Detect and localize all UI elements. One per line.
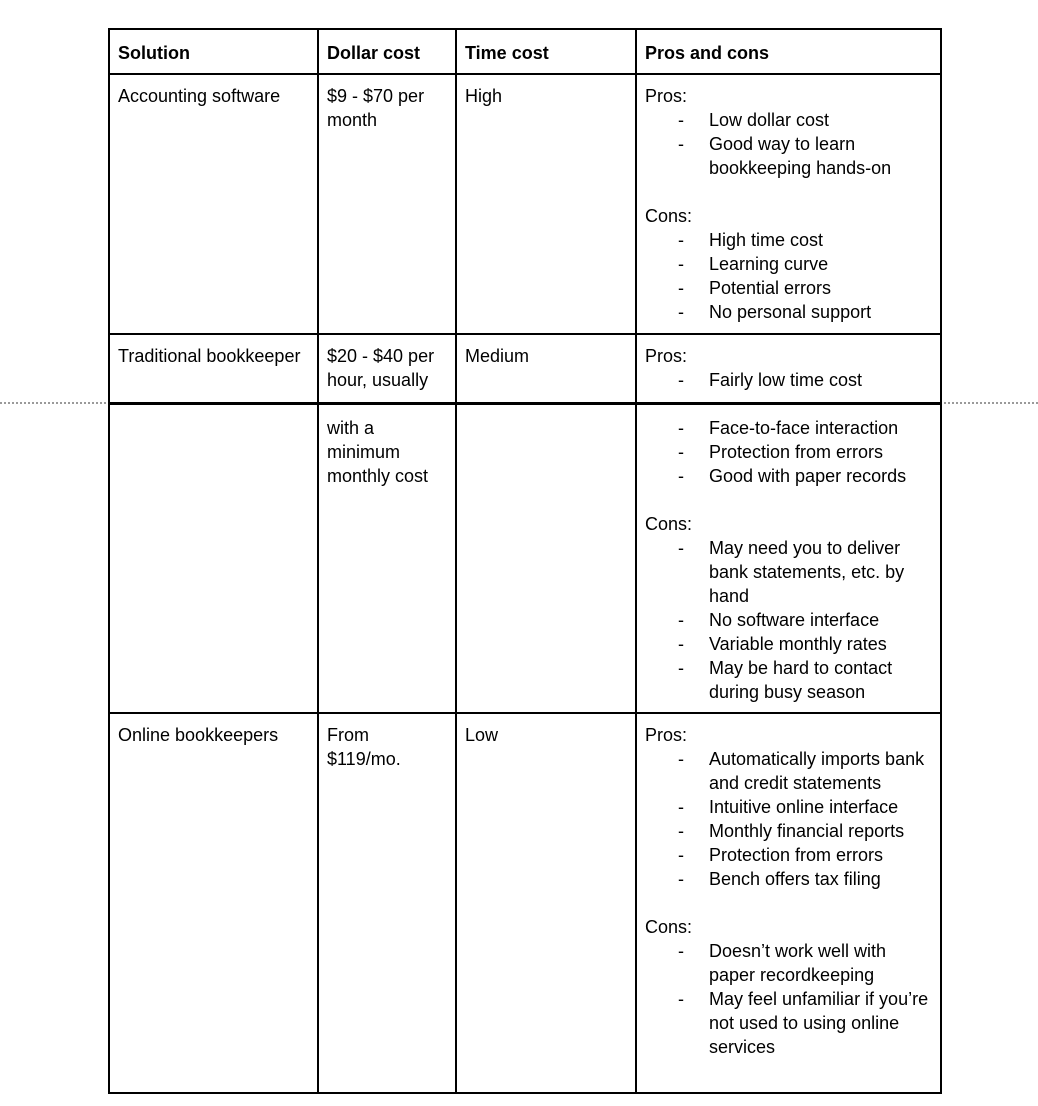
- header-row: [109, 29, 941, 74]
- cons-label: Cons:: [645, 206, 693, 226]
- dollar-cost-cell: with a minimum monthly cost: [318, 403, 456, 713]
- pros-list: [645, 416, 932, 488]
- pros-list: [645, 747, 932, 891]
- header-dollar-cost: Dollar cost: [318, 29, 456, 74]
- list-item: - Learning curve: [645, 252, 932, 276]
- table-row: [109, 713, 941, 1093]
- cons-list: [645, 536, 932, 704]
- list-item: - High time cost: [645, 228, 932, 252]
- solution-cell: [109, 403, 318, 713]
- list-item: - Protection from errors: [645, 440, 932, 464]
- dollar-cost-cell: From $119/mo.: [318, 713, 456, 1093]
- list-item: - Good with paper records: [645, 464, 932, 488]
- list-item: - Doesn’t work well with paper recordkeeping: [645, 939, 932, 987]
- time-cost-cell: [456, 403, 636, 713]
- time-cost-cell: Low: [456, 713, 636, 1093]
- list-item: - No software interface: [645, 608, 932, 632]
- list-item: - Potential errors: [645, 276, 932, 300]
- header-solution: Solution: [109, 29, 318, 74]
- pros-cons-cell: [636, 403, 941, 713]
- pros-cons-cell: [636, 713, 941, 1093]
- list-item: - May feel unfamiliar if you’re not used to using online services: [645, 987, 932, 1059]
- time-cost-cell: Medium: [456, 334, 636, 404]
- table-row: [109, 334, 941, 404]
- pros-list: [645, 368, 932, 392]
- list-item: - Low dollar cost: [645, 108, 932, 132]
- pros-cons-cell: [636, 334, 941, 404]
- solution-cell: Traditional bookkeeper: [109, 334, 318, 404]
- list-item: - Variable monthly rates: [645, 632, 932, 656]
- table-row: [109, 403, 941, 713]
- list-item: - May be hard to contact during busy season: [645, 656, 932, 704]
- dollar-cost-cell: $20 - $40 per hour, usually: [318, 334, 456, 404]
- pros-list: [645, 108, 932, 180]
- pros-label: Pros:: [645, 86, 688, 106]
- list-item: - Face-to-face interaction: [645, 416, 932, 440]
- list-item: - Monthly financial reports: [645, 819, 932, 843]
- cons-list: [645, 228, 932, 324]
- list-item: - Intuitive online interface: [645, 795, 932, 819]
- cons-label: Cons:: [645, 514, 693, 534]
- pros-label: Pros:: [645, 346, 688, 366]
- list-item: - Automatically imports bank and credit statements: [645, 747, 932, 795]
- comparison-table-part-1: [108, 28, 942, 405]
- time-cost-cell: High: [456, 74, 636, 334]
- list-item: - May need you to deliver bank statements, etc. by hand: [645, 536, 932, 608]
- header-time-cost: Time cost: [456, 29, 636, 74]
- pros-cons-cell: [636, 74, 941, 334]
- list-item: - Protection from errors: [645, 843, 932, 867]
- solution-cell: Accounting software: [109, 74, 318, 334]
- comparison-table-part-2: [108, 402, 942, 1094]
- list-item: - Good way to learn bookkeeping hands-on: [645, 132, 932, 180]
- list-item: - Bench offers tax filing: [645, 867, 932, 891]
- dollar-cost-cell: $9 - $70 per month: [318, 74, 456, 334]
- list-item: - Fairly low time cost: [645, 368, 932, 392]
- solution-cell: Online bookkeepers: [109, 713, 318, 1093]
- cons-list: [645, 939, 932, 1059]
- pros-label: Pros:: [645, 725, 688, 745]
- list-item: - No personal support: [645, 300, 932, 324]
- header-pros-cons: Pros and cons: [636, 29, 941, 74]
- table-row: [109, 74, 941, 334]
- cons-label: Cons:: [645, 917, 693, 937]
